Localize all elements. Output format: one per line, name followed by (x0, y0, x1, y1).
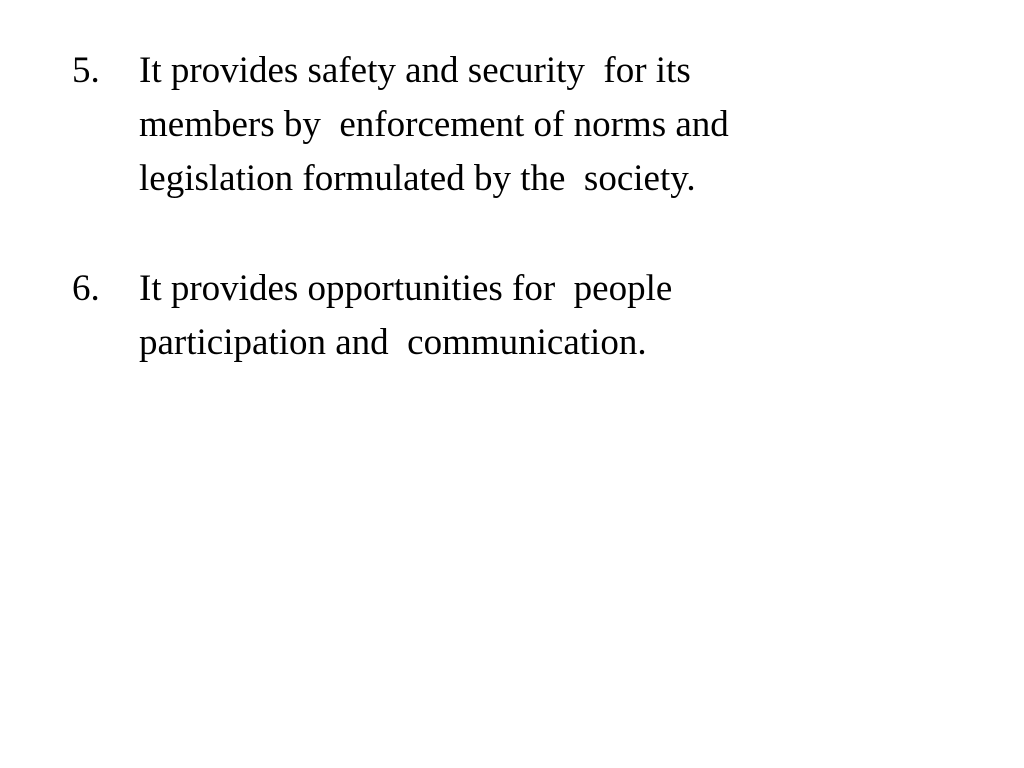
text-line: It provides opportunities for people (139, 268, 673, 309)
list-number: 5. (72, 50, 100, 91)
text-line: participation and communication. (139, 322, 647, 363)
list-item-text (139, 262, 672, 370)
text-line: legislation formulated by the society. (139, 158, 696, 199)
text-line: It provides safety and security for its (139, 50, 691, 91)
list-number: 6. (72, 268, 100, 309)
text-line: members by enforcement of norms and (139, 104, 729, 145)
list-item-text (139, 44, 729, 206)
